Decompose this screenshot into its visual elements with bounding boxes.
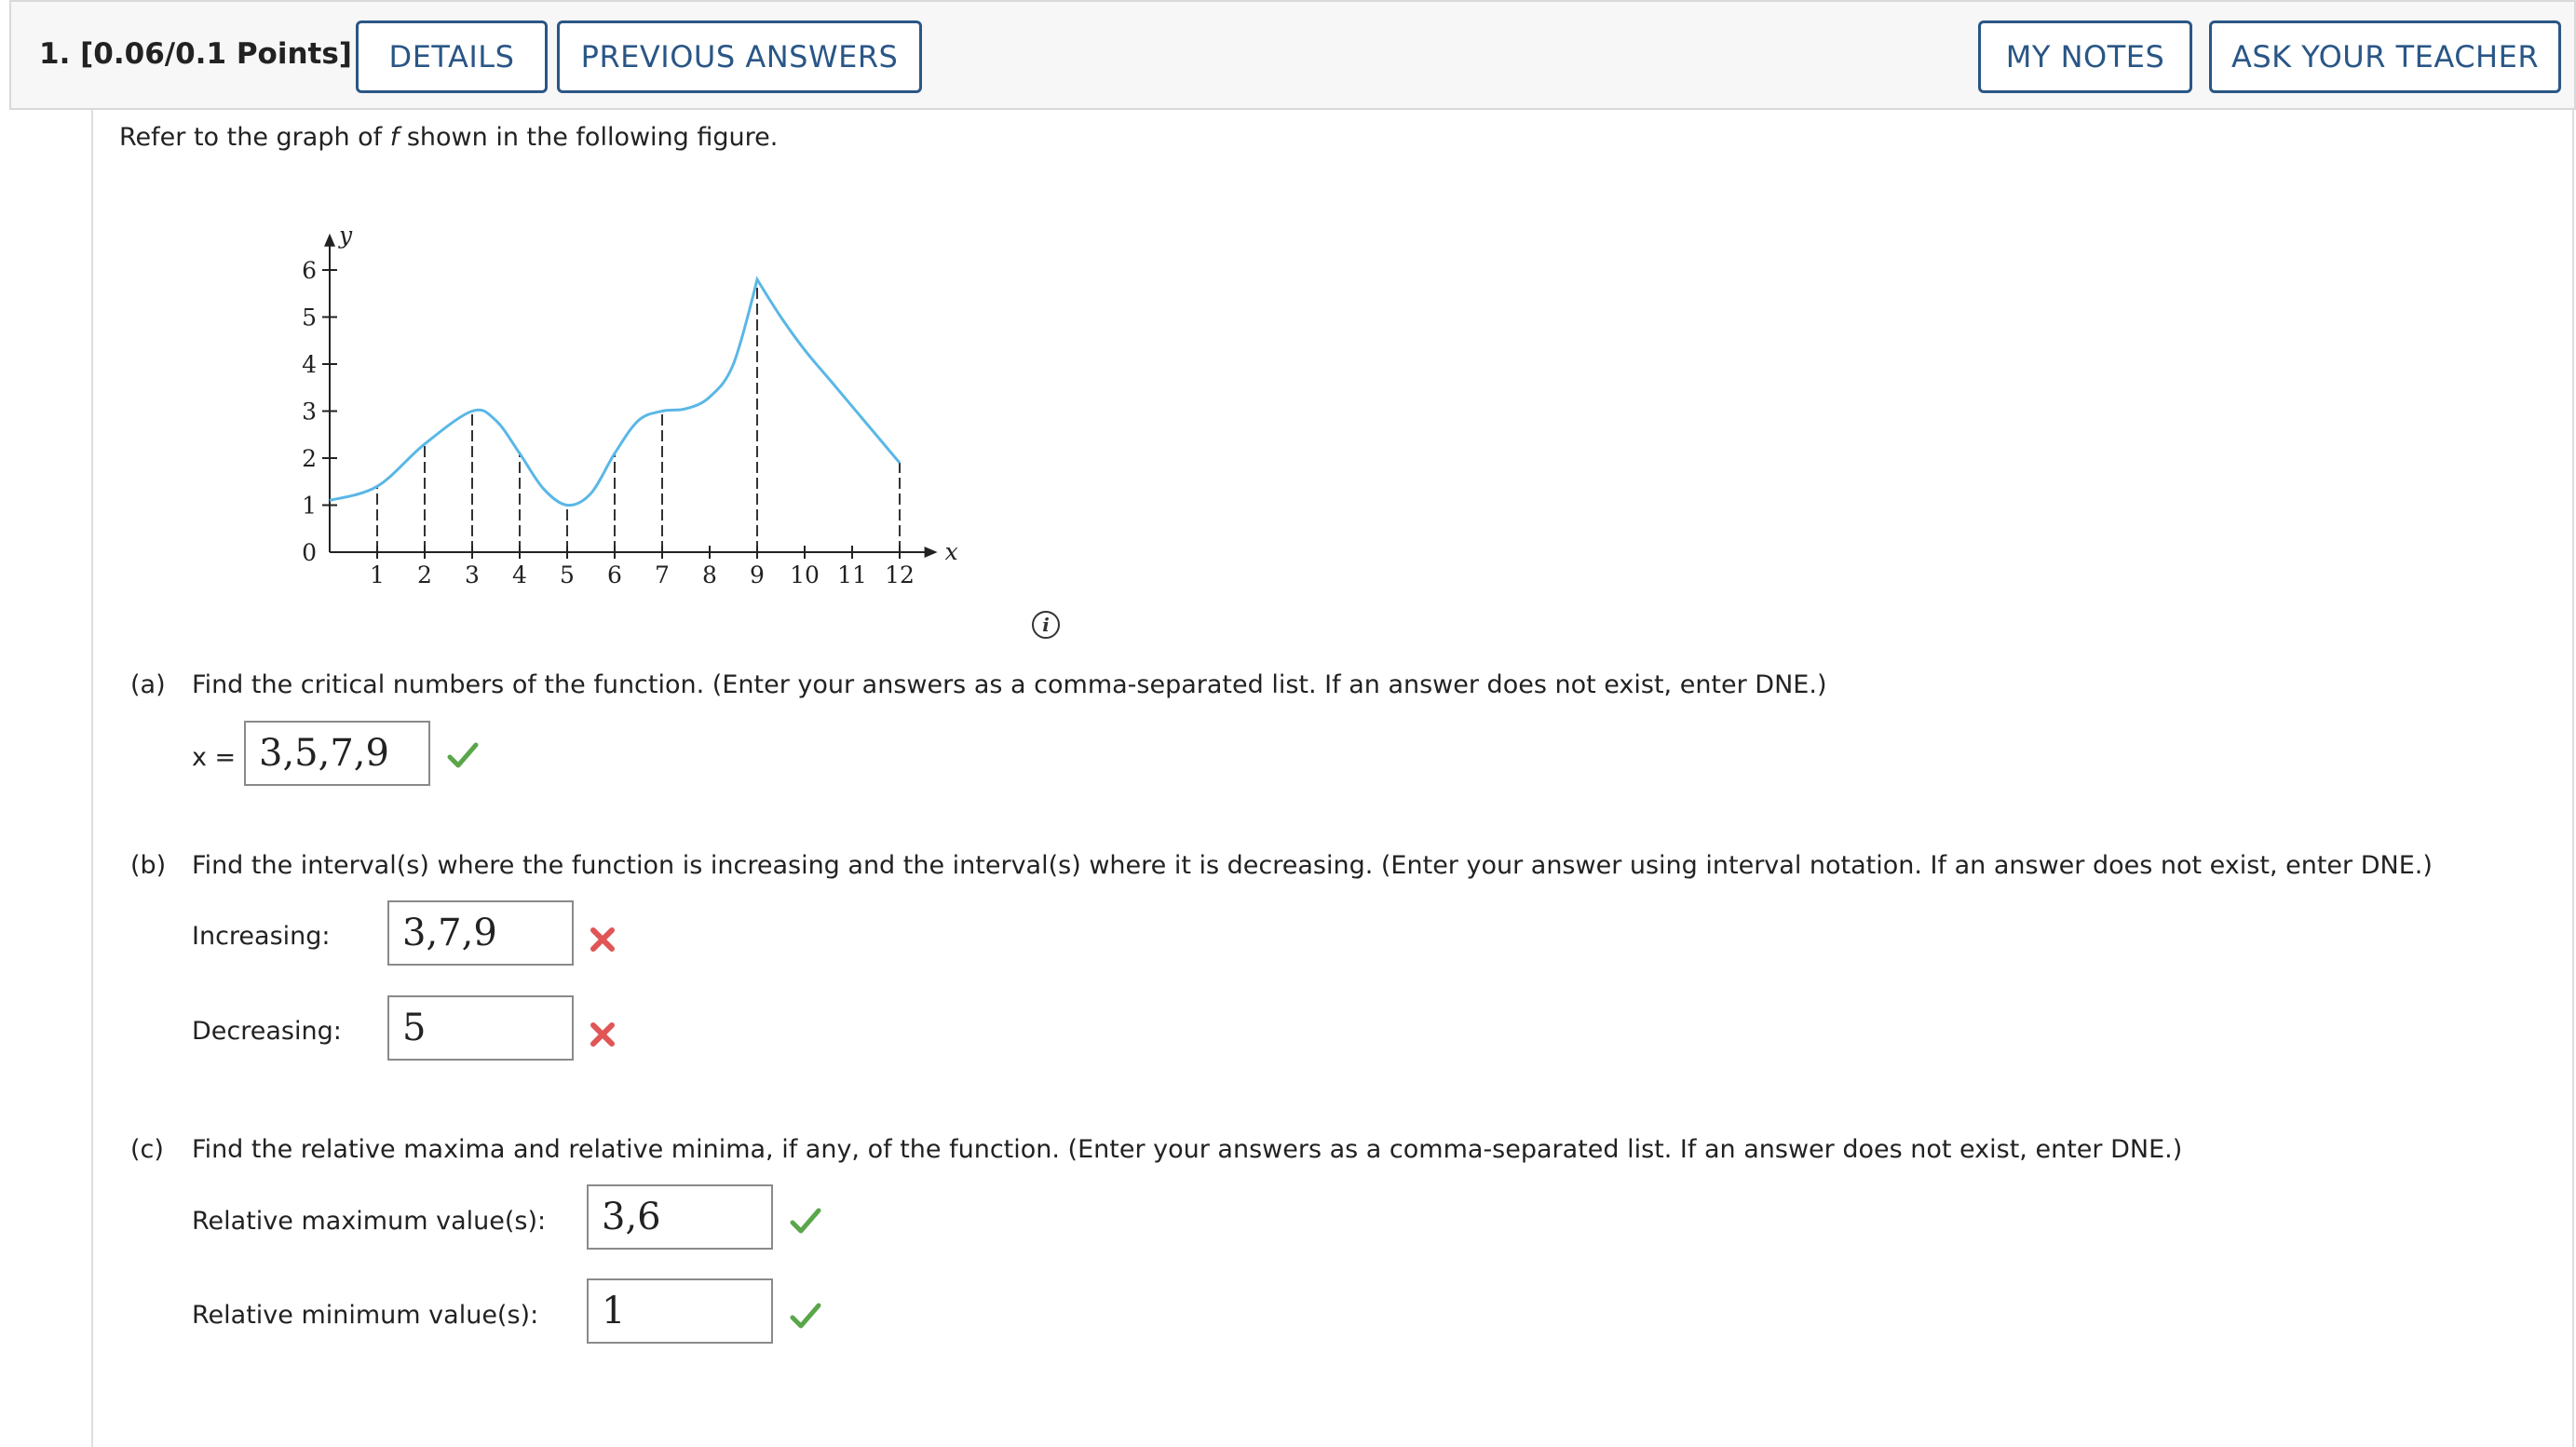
details-button[interactable]: DETAILS [356,20,548,93]
check-icon [790,1302,821,1333]
part-c-label: (c) [130,1135,164,1164]
x-tick-label: 2 [417,561,432,588]
part-b-label: (b) [130,851,167,880]
x-tick-label: 9 [750,561,765,588]
part-b-question: Find the interval(s) where the function is increasing and the interval(s) where it is decreasing. (Enter your answer using interval notation. If an answer does not exist, enter DNE.) [192,851,2433,880]
part-c-question: Find the relative maxima and relative minima, if any, of the function. (Enter your answers as a comma-separated list. If an answer does not exist, enter DNE.) [192,1135,2183,1164]
y-axis-arrow [324,234,335,247]
function-name: f [389,123,400,152]
content-left-border [91,110,93,1447]
relative-min-label: Relative minimum value(s): [192,1301,539,1330]
y-tick-label: 5 [302,304,317,331]
question-prompt: Refer to the graph of f shown in the following figure. [119,123,779,152]
y-tick-label: 4 [302,351,317,378]
x-tick-label: 3 [465,561,480,588]
y-tick-label: 1 [302,492,317,520]
relative-max-input[interactable]: 3,6 [587,1184,773,1250]
decreasing-label: Decreasing: [192,1017,342,1046]
x-tick-label: 11 [837,561,867,588]
x-tick-label: 8 [702,561,717,588]
increasing-label: Increasing: [192,922,331,951]
x-tick-label: 10 [790,561,820,588]
x-tick-label: 4 [512,561,527,588]
check-icon [790,1207,821,1238]
content-right-border [2572,110,2574,1447]
x-mark-icon [589,926,617,957]
y-tick-label: 0 [302,539,317,566]
question-points-label: 1. [0.06/0.1 Points] [39,37,352,71]
x-mark-icon [589,1021,617,1052]
x-axis-label: x [944,538,958,565]
x-tick-label: 1 [370,561,385,588]
x-tick-label: 12 [885,561,915,588]
previous-answers-button[interactable]: PREVIOUS ANSWERS [557,20,922,93]
y-tick-label: 2 [302,445,317,472]
part-a-question: Find the critical numbers of the function. (Enter your answers as a comma-separated list. If an answer does not exist, enter DNE.) [192,670,1827,699]
function-graph [289,210,1015,619]
svg-text:i: i [1042,614,1050,636]
my-notes-button[interactable]: MY NOTES [1978,20,2192,93]
check-icon [447,741,479,773]
critical-numbers-input[interactable]: 3,5,7,9 [244,721,430,786]
y-tick-label: 6 [302,257,317,284]
question-header [9,0,2576,110]
part-a-label: (a) [130,670,166,699]
x-tick-label: 5 [560,561,575,588]
info-icon[interactable] [1030,609,1062,644]
relative-min-input[interactable]: 1 [587,1278,773,1344]
x-tick-label: 7 [655,561,670,588]
y-tick-label: 3 [302,398,317,426]
y-axis-label: y [339,221,353,249]
ask-your-teacher-button[interactable]: ASK YOUR TEACHER [2209,20,2561,93]
x-tick-label: 6 [607,561,622,588]
relative-max-label: Relative maximum value(s): [192,1207,547,1236]
x-axis-arrow [925,547,938,558]
critical-x-label: x = [192,743,237,772]
decreasing-input[interactable]: 5 [387,995,574,1061]
increasing-input[interactable]: 3,7,9 [387,900,574,966]
